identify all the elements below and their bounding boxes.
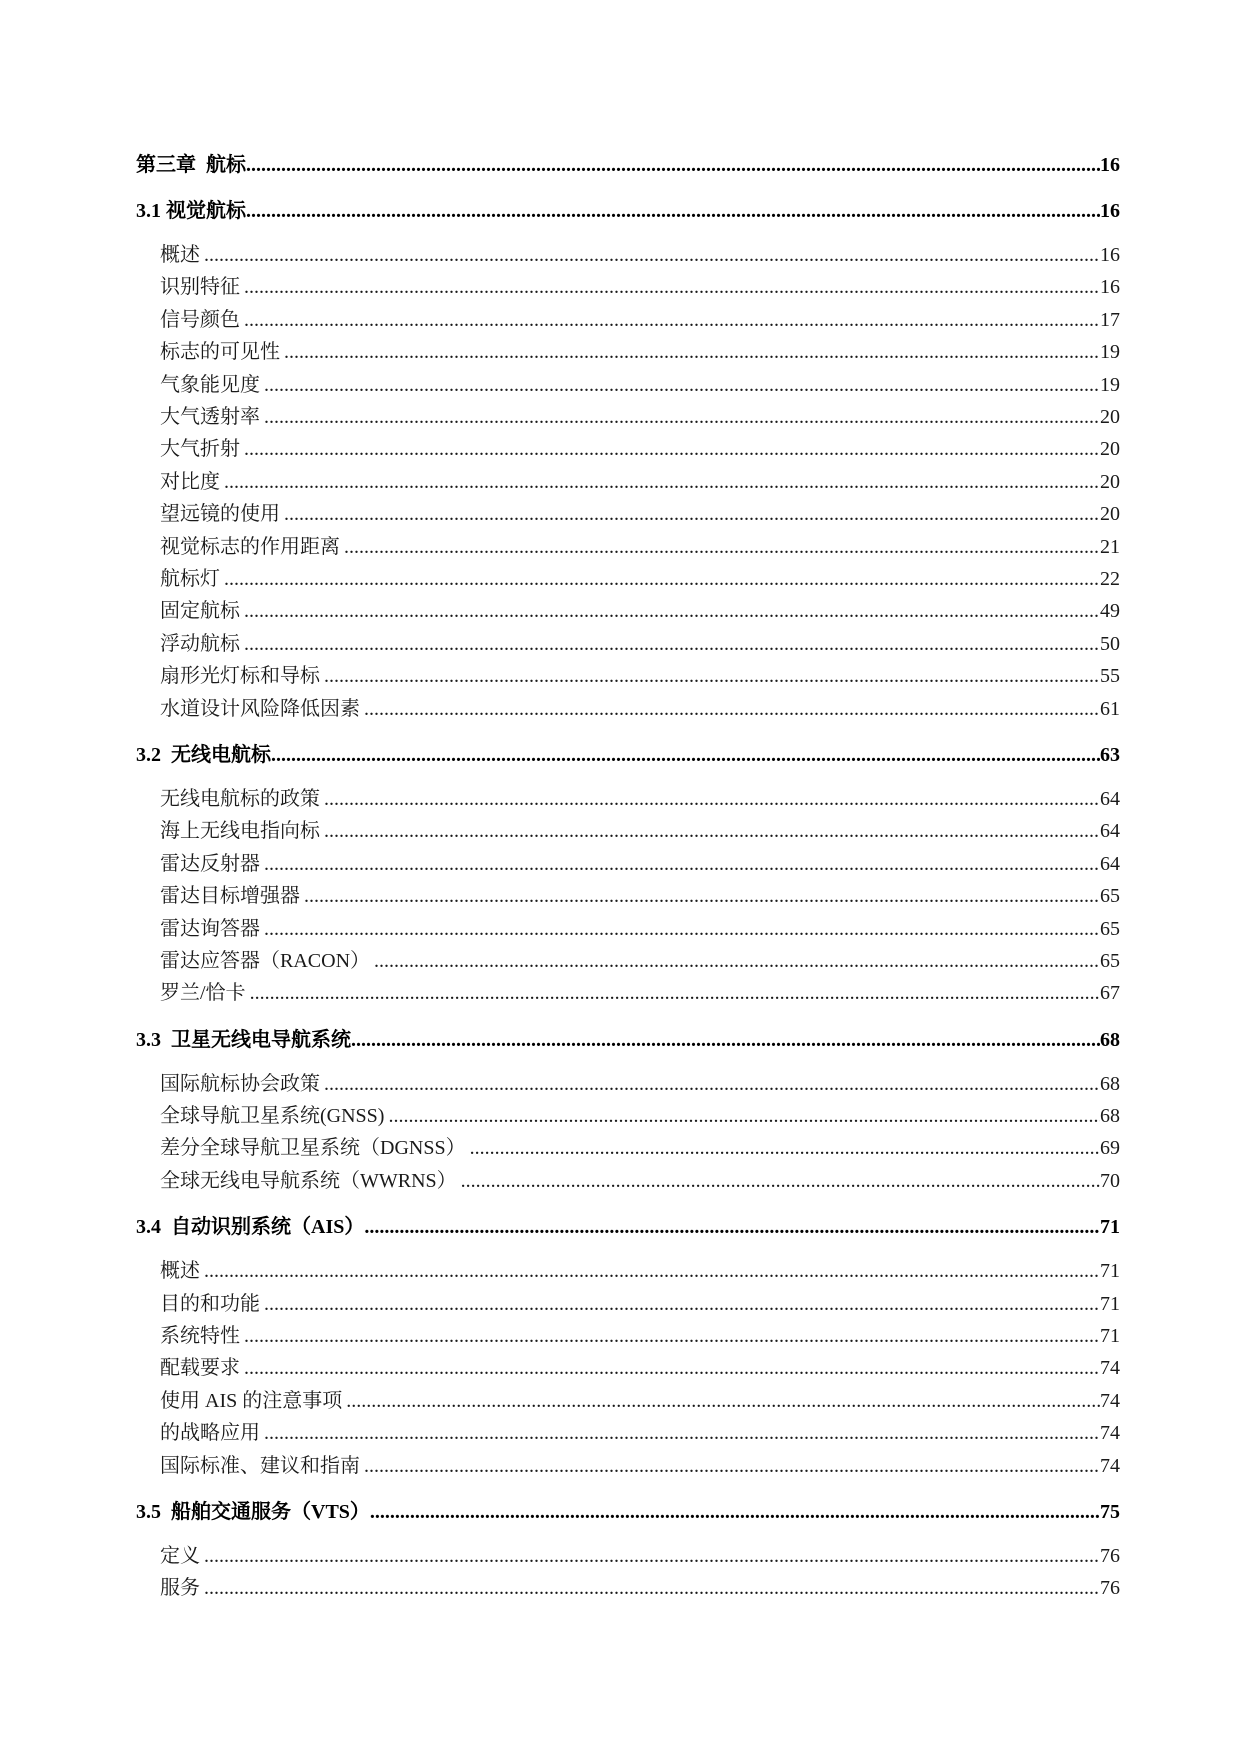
page-number: 75 bbox=[1100, 1500, 1120, 1523]
leader-dots bbox=[466, 1132, 1100, 1164]
heading-title: 第三章 航标 bbox=[136, 154, 246, 177]
toc-entry bbox=[136, 304, 1120, 336]
leader-dots bbox=[260, 1417, 1100, 1449]
page-number: 21 bbox=[1100, 535, 1120, 558]
leader-dots bbox=[271, 739, 1100, 771]
leader-dots bbox=[320, 815, 1100, 847]
entry-title: 航标灯 bbox=[160, 568, 220, 590]
leader-dots bbox=[240, 271, 1100, 303]
page-number: 63 bbox=[1100, 743, 1120, 766]
leader-dots bbox=[320, 783, 1100, 815]
toc-entry bbox=[136, 1417, 1120, 1449]
toc-entry bbox=[136, 401, 1120, 433]
heading-title: 3.2 无线电航标 bbox=[136, 743, 271, 766]
heading-title: 3.4 自动识别系统（AIS） bbox=[136, 1216, 365, 1239]
toc-section-heading bbox=[136, 195, 1120, 227]
page-number: 74 bbox=[1100, 1389, 1120, 1412]
leader-dots bbox=[240, 1320, 1100, 1352]
page-number: 20 bbox=[1100, 438, 1120, 461]
leader-dots bbox=[246, 149, 1100, 181]
toc-entry bbox=[136, 466, 1120, 498]
page-number: 20 bbox=[1100, 406, 1120, 429]
toc-entry bbox=[136, 977, 1120, 1009]
page-number: 19 bbox=[1100, 373, 1120, 396]
toc-entry bbox=[136, 239, 1120, 271]
page-number: 64 bbox=[1100, 787, 1120, 810]
toc-entry bbox=[136, 1540, 1120, 1572]
toc-entry bbox=[136, 563, 1120, 595]
toc-entry bbox=[136, 531, 1120, 563]
entry-title: 水道设计风险降低因素 bbox=[160, 697, 360, 720]
toc-entry bbox=[136, 336, 1120, 368]
page-number: 69 bbox=[1100, 1137, 1120, 1160]
leader-dots bbox=[246, 195, 1100, 227]
leader-dots bbox=[200, 239, 1100, 271]
entry-title: 罗兰/恰卡 bbox=[160, 982, 246, 1005]
toc-entry bbox=[136, 945, 1120, 977]
page-number: 74 bbox=[1100, 1454, 1120, 1477]
toc-entry bbox=[136, 1068, 1120, 1100]
page-number: 19 bbox=[1100, 341, 1120, 364]
entry-title: 信号颜色 bbox=[160, 308, 240, 331]
toc-entry bbox=[136, 1100, 1120, 1132]
entry-title: 大气透射率 bbox=[160, 406, 260, 429]
toc-entry bbox=[136, 1288, 1120, 1320]
leader-dots bbox=[280, 336, 1100, 368]
entry-title: 国际标准、建议和指南 bbox=[160, 1454, 360, 1477]
toc-section-heading bbox=[136, 739, 1120, 771]
page-number: 22 bbox=[1100, 568, 1120, 590]
toc-entry bbox=[136, 783, 1120, 815]
entry-title: 差分全球导航卫星系统（DGNSS） bbox=[160, 1137, 466, 1160]
entry-title: 雷达目标增强器 bbox=[160, 885, 300, 908]
page-number: 71 bbox=[1100, 1292, 1120, 1315]
page-number: 49 bbox=[1100, 600, 1120, 623]
leader-dots bbox=[370, 1496, 1100, 1528]
leader-dots bbox=[360, 1450, 1100, 1482]
page-number: 71 bbox=[1100, 1216, 1120, 1239]
entry-title: 全球无线电导航系统（WWRNS） bbox=[160, 1169, 457, 1192]
leader-dots bbox=[364, 1211, 1100, 1243]
toc-entry bbox=[136, 815, 1120, 847]
leader-dots bbox=[351, 1024, 1100, 1056]
page-number: 74 bbox=[1100, 1422, 1120, 1445]
toc-entry bbox=[136, 660, 1120, 692]
toc-section-heading bbox=[136, 1211, 1120, 1243]
leader-dots bbox=[200, 1572, 1100, 1604]
entry-title: 标志的可见性 bbox=[160, 341, 280, 364]
toc-entry bbox=[136, 1320, 1120, 1352]
entry-title: 国际航标协会政策 bbox=[160, 1072, 320, 1095]
page-number: 65 bbox=[1100, 917, 1120, 940]
entry-title: 概述 bbox=[160, 1260, 200, 1283]
entry-title: 配载要求 bbox=[160, 1357, 240, 1380]
page-number: 16 bbox=[1100, 244, 1120, 267]
toc-entry bbox=[136, 498, 1120, 530]
toc-entry bbox=[136, 913, 1120, 945]
leader-dots bbox=[260, 401, 1100, 433]
toc-entry bbox=[136, 595, 1120, 627]
leader-dots bbox=[280, 498, 1100, 530]
entry-title: 扇形光灯标和导标 bbox=[160, 665, 320, 688]
entry-title: 对比度 bbox=[160, 470, 220, 493]
toc-entry bbox=[136, 369, 1120, 401]
toc-entry bbox=[136, 1255, 1120, 1287]
toc-section-heading bbox=[136, 1024, 1120, 1056]
entry-title: 概述 bbox=[160, 244, 200, 267]
page-number: 74 bbox=[1100, 1357, 1120, 1380]
entry-title: 雷达应答器（RACON） bbox=[160, 949, 371, 972]
leader-dots bbox=[370, 945, 1100, 977]
heading-title: 3.1 视觉航标 bbox=[136, 200, 246, 223]
toc-entry bbox=[136, 1385, 1120, 1417]
toc-entry bbox=[136, 271, 1120, 303]
toc-entry bbox=[136, 880, 1120, 912]
leader-dots bbox=[200, 1540, 1100, 1572]
entry-title: 全球导航卫星系统(GNSS) bbox=[160, 1105, 385, 1128]
page-number: 50 bbox=[1100, 632, 1120, 655]
leader-dots bbox=[240, 595, 1100, 627]
leader-dots bbox=[260, 369, 1100, 401]
toc-section-heading bbox=[136, 1496, 1120, 1528]
leader-dots bbox=[360, 693, 1100, 725]
toc-chapter-heading bbox=[136, 149, 1120, 181]
page-number: 68 bbox=[1100, 1028, 1120, 1051]
toc-entry bbox=[136, 1352, 1120, 1384]
page-number: 20 bbox=[1100, 503, 1120, 526]
page-number: 16 bbox=[1100, 154, 1120, 177]
page-number: 71 bbox=[1100, 1325, 1120, 1348]
page-number: 64 bbox=[1100, 820, 1120, 843]
page-number: 65 bbox=[1100, 949, 1120, 972]
leader-dots bbox=[240, 304, 1100, 336]
toc-entry bbox=[136, 848, 1120, 880]
entry-title: 固定航标 bbox=[160, 600, 240, 623]
entry-title: 望远镜的使用 bbox=[160, 503, 280, 526]
entry-title: 使用 AIS 的注意事项 bbox=[160, 1389, 343, 1412]
leader-dots bbox=[342, 1385, 1100, 1417]
page-number: 17 bbox=[1100, 308, 1120, 331]
entry-title: 定义 bbox=[160, 1544, 200, 1567]
entry-title: 识别特征 bbox=[160, 276, 240, 299]
leader-dots bbox=[457, 1165, 1100, 1197]
leader-dots bbox=[260, 913, 1100, 945]
entry-title: 雷达反射器 bbox=[160, 852, 260, 875]
page-number: 64 bbox=[1100, 852, 1120, 875]
page-number: 61 bbox=[1100, 697, 1120, 720]
leader-dots bbox=[300, 880, 1100, 912]
leader-dots bbox=[260, 848, 1100, 880]
toc-entry bbox=[136, 1572, 1120, 1604]
page-number: 16 bbox=[1100, 276, 1120, 299]
entry-title: 系统特性 bbox=[160, 1325, 240, 1348]
page-number: 68 bbox=[1100, 1105, 1120, 1128]
toc-entry bbox=[136, 1450, 1120, 1482]
entry-title: 大气折射 bbox=[160, 438, 240, 461]
page-number: 70 bbox=[1100, 1169, 1120, 1192]
entry-title: 服务 bbox=[160, 1577, 200, 1600]
toc-entry bbox=[136, 628, 1120, 660]
entry-title: 浮动航标 bbox=[160, 632, 240, 655]
toc-entry bbox=[136, 433, 1120, 465]
entry-title: 海上无线电指向标 bbox=[160, 820, 320, 843]
toc-entry bbox=[136, 693, 1120, 725]
leader-dots bbox=[240, 1352, 1100, 1384]
entry-title: 目的和功能 bbox=[160, 1292, 260, 1315]
toc-entry bbox=[136, 1132, 1120, 1164]
entry-title: 视觉标志的作用距离 bbox=[160, 535, 340, 558]
page-number: 20 bbox=[1100, 470, 1120, 493]
heading-title: 3.5 船舶交通服务（VTS） bbox=[136, 1500, 370, 1523]
entry-title: 气象能见度 bbox=[160, 373, 260, 396]
page-number: 76 bbox=[1100, 1544, 1120, 1567]
entry-title: 雷达询答器 bbox=[160, 917, 260, 940]
leader-dots bbox=[384, 1100, 1100, 1132]
page-number: 67 bbox=[1100, 982, 1120, 1005]
toc-entry bbox=[136, 1165, 1120, 1197]
entry-title: 无线电航标的政策 bbox=[160, 787, 320, 810]
page-number: 71 bbox=[1100, 1260, 1120, 1283]
page-number: 16 bbox=[1100, 200, 1120, 223]
leader-dots bbox=[260, 1288, 1100, 1320]
leader-dots bbox=[246, 977, 1100, 1009]
leader-dots bbox=[220, 563, 1100, 595]
page-number: 55 bbox=[1100, 665, 1120, 688]
leader-dots bbox=[220, 466, 1100, 498]
heading-title: 3.3 卫星无线电导航系统 bbox=[136, 1028, 351, 1051]
leader-dots bbox=[320, 660, 1100, 692]
page-number: 65 bbox=[1100, 885, 1120, 908]
leader-dots bbox=[320, 1068, 1100, 1100]
leader-dots bbox=[200, 1255, 1100, 1287]
page-number: 68 bbox=[1100, 1072, 1120, 1095]
entry-title: 的战略应用 bbox=[160, 1422, 260, 1445]
leader-dots bbox=[340, 531, 1100, 563]
leader-dots bbox=[240, 628, 1100, 660]
leader-dots bbox=[240, 433, 1100, 465]
page-number: 76 bbox=[1100, 1577, 1120, 1600]
table-of-contents bbox=[136, 135, 1120, 1605]
